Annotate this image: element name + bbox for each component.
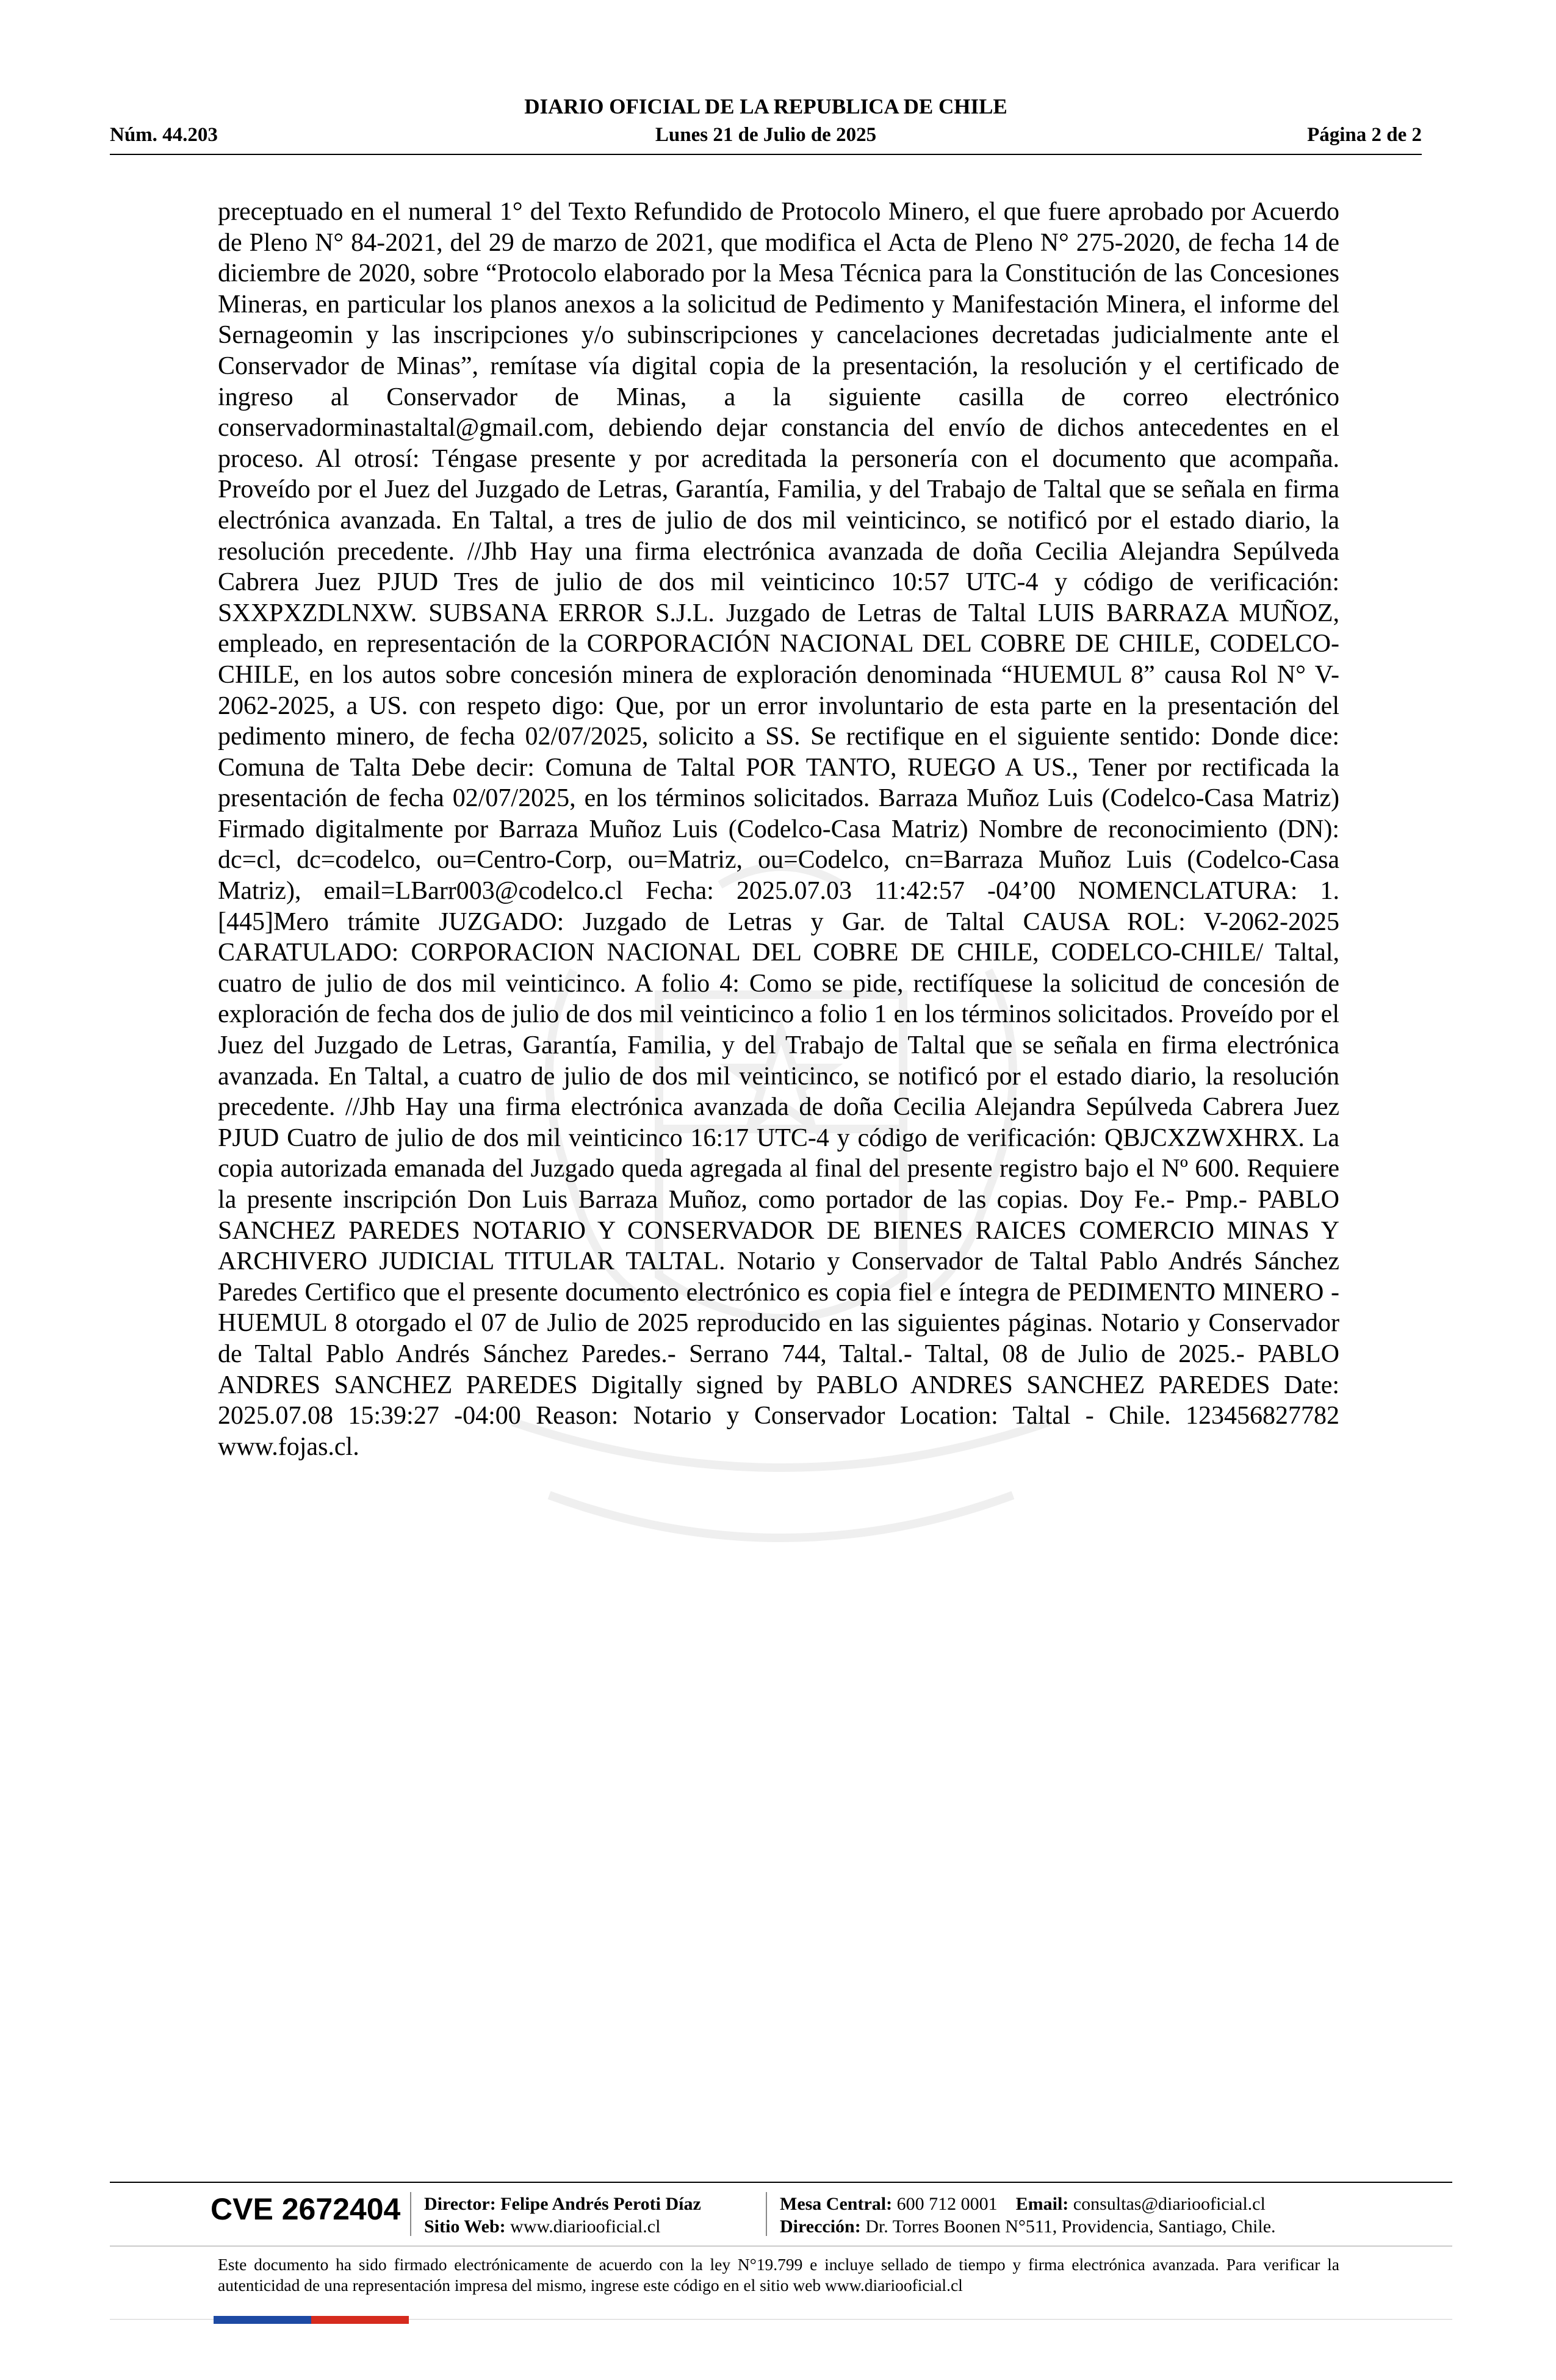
director-info	[424, 2193, 701, 2238]
flag-stripe-blue	[214, 2316, 311, 2324]
address-label: Dirección:	[780, 2216, 861, 2237]
flag-stripe-red	[311, 2316, 409, 2324]
email-link[interactable]: consultas@diariooficial.cl	[1073, 2194, 1266, 2214]
phone-label: Mesa Central:	[780, 2194, 893, 2214]
footer-separator	[410, 2192, 411, 2236]
page-number: Página 2 de 2	[1307, 124, 1422, 146]
document-body: preceptuado en el numeral 1° del Texto Refundido de Protocolo Minero, el que fuere aprobado por Acuerdo de Pleno N° 84-2021, del 29 de marzo de 2021, que modifica el Acta de Pleno N° 275-2020, de fecha 14 de diciembre de 2020, sobre “Protocolo elaborado por la Mesa Técnica para la Constitución de las Concesiones Mineras, en particular los planos anexos a la solicitud de Pedimento y Manifestación Minera, el informe del Sernageomin y las inscripciones y/o subinscripciones y cancelaciones decretadas judicialmente ante el Conservador de Minas”, remítase vía digital copia de la presentación, la resolución y el certificado de ingreso al Conservador de Minas, a la siguiente casilla de correo electrónico conservadorminastaltal@gmail.com, debiendo dejar constancia del envío de dichos antecedentes en el proceso. Al otrosí: Téngase presente y por acreditada la personería con el documento que acompaña. Proveído por el Juez del Juzgado de Letras, Garantía, Familia, y del Trabajo de Taltal que se señala en firma electrónica avanzada. En Taltal, a tres de julio de dos mil veinticinco, se notificó por el estado diario, la resolución precedente. //Jhb Hay una firma electrónica avanzada de doña Cecilia Alejandra Sepúlveda Cabrera Juez PJUD Tres de julio de dos mil veinticinco 10:57 UTC-4 y código de verificación: SXXPXZDLNXW. SUBSANA ERROR S.J.L. Juzgado de Letras de Taltal LUIS BARRAZA MUÑOZ, empleado, en representación de la CORPORACIÓN NACIONAL DEL COBRE DE CHILE, CODELCO-CHILE, en los autos sobre concesión minera de exploración denominada “HUEMUL 8” causa Rol N° V-2062-2025, a US. con respeto digo: Que, por un error involuntario de esta parte en la presentación del pedimento minero, de fecha 02/07/2025, solicito a SS. Se rectifique en el siguiente sentido: Donde dice: Comuna de Talta Debe decir: Comuna de Taltal POR TANTO, RUEGO A US., Tener por rectificada la presentación de fecha 02/07/2025, en los términos solicitados. Barraza Muñoz Luis (Codelco-Casa Matriz) Firmado digitalmente por Barraza Muñoz Luis (Codelco-Casa Matriz) Nombre de reconocimiento (DN): dc=cl, dc=codelco, ou=Centro-Corp, ou=Matriz, ou=Codelco, cn=Barraza Muñoz Luis (Codelco-Casa Matriz), email=LBarr003@codelco.cl Fecha: 2025.07.03 11:42:57 -04’00 NOMENCLATURA: 1. [445]Mero trámite JUZGADO: Juzgado de Letras y Gar. de Taltal CAUSA ROL: V-2062-2025 CARATULADO: CORPORACION NACIONAL DEL COBRE DE CHILE, CODELCO-CHILE/ Taltal, cuatro de julio de dos mil veinticinco. A folio 4: Como se pide, rectifíquese la solicitud de concesión de exploración de fecha dos de julio de dos mil veinticinco a folio 1 en los términos solicitados. Proveído por el Juez del Juzgado de Letras, Garantía, Familia, y del Trabajo de Taltal que se señala en firma electrónica avanzada. En Taltal, a cuatro de julio de dos mil veinticinco, se notificó por el estado diario, la resolución precedente. //Jhb Hay una firma electrónica avanzada de doña Cecilia Alejandra Sepúlveda Cabrera Juez PJUD Cuatro de julio de dos mil veinticinco 16:17 UTC-4 y código de verificación: QBJCXZWXHRX. La copia autorizada emanada del Juzgado queda agregada al final del presente registro bajo el Nº 600. Requiere la presente inscripción Don Luis Barraza Muñoz, como portador de las copias. Doy Fe.- Pmp.- PABLO SANCHEZ PAREDES NOTARIO Y CONSERVADOR DE BIENES RAICES COMERCIO MINAS Y ARCHIVERO JUDICIAL TITULAR TALTAL. Notario y Conservador de Taltal Pablo Andrés Sánchez Paredes Certifico que el presente documento electrónico es copia fiel e íntegra de PEDIMENTO MINERO - HUEMUL 8 otorgado el 07 de Julio de 2025 reproducido en las siguientes páginas. Notario y Conservador de Taltal Pablo Andrés Sánchez Paredes.- Serrano 744, Taltal.- Taltal, 08 de Julio de 2025.- PABLO ANDRES SANCHEZ PAREDES Digitally signed by PABLO ANDRES SANCHEZ PAREDES Date: 2025.07.08 15:39:27 -04:00 Reason: Notario y Conservador Location: Taltal - Chile. 123456827782 www.fojas.cl.	[218, 198, 1339, 1461]
address: Dr. Torres Boonen N°511, Providencia, Santiago, Chile.	[865, 2216, 1276, 2237]
email-label: Email:	[1015, 2194, 1069, 2214]
director-name: Felipe Andrés Peroti Díaz	[500, 2194, 701, 2214]
footer-divider-top	[110, 2182, 1452, 2183]
issue-date: Lunes 21 de Julio de 2025	[655, 124, 877, 146]
phone-number: 600 712 0001	[896, 2194, 998, 2214]
cve-code: CVE 2672404	[211, 2192, 401, 2226]
page-header	[110, 95, 1422, 156]
director-label: Director:	[424, 2194, 496, 2214]
website-label: Sitio Web:	[424, 2216, 506, 2237]
website-link[interactable]: www.diariooficial.cl	[510, 2216, 661, 2237]
legal-notice: Este documento ha sido firmado electrónicamente de acuerdo con la ley N°19.799 e incluye sellado de tiempo y firma electrónica avanzada. Para verificar la autenticidad de una representación impresa del mismo, ingrese este código en el sitio web www.diariooficial.cl	[218, 2255, 1339, 2295]
contact-info	[780, 2193, 1276, 2238]
footer-separator	[766, 2192, 767, 2236]
header-divider	[110, 154, 1422, 155]
issue-number: Núm. 44.203	[110, 124, 218, 146]
newspaper-title: DIARIO OFICIAL DE LA REPUBLICA DE CHILE	[524, 95, 1007, 118]
